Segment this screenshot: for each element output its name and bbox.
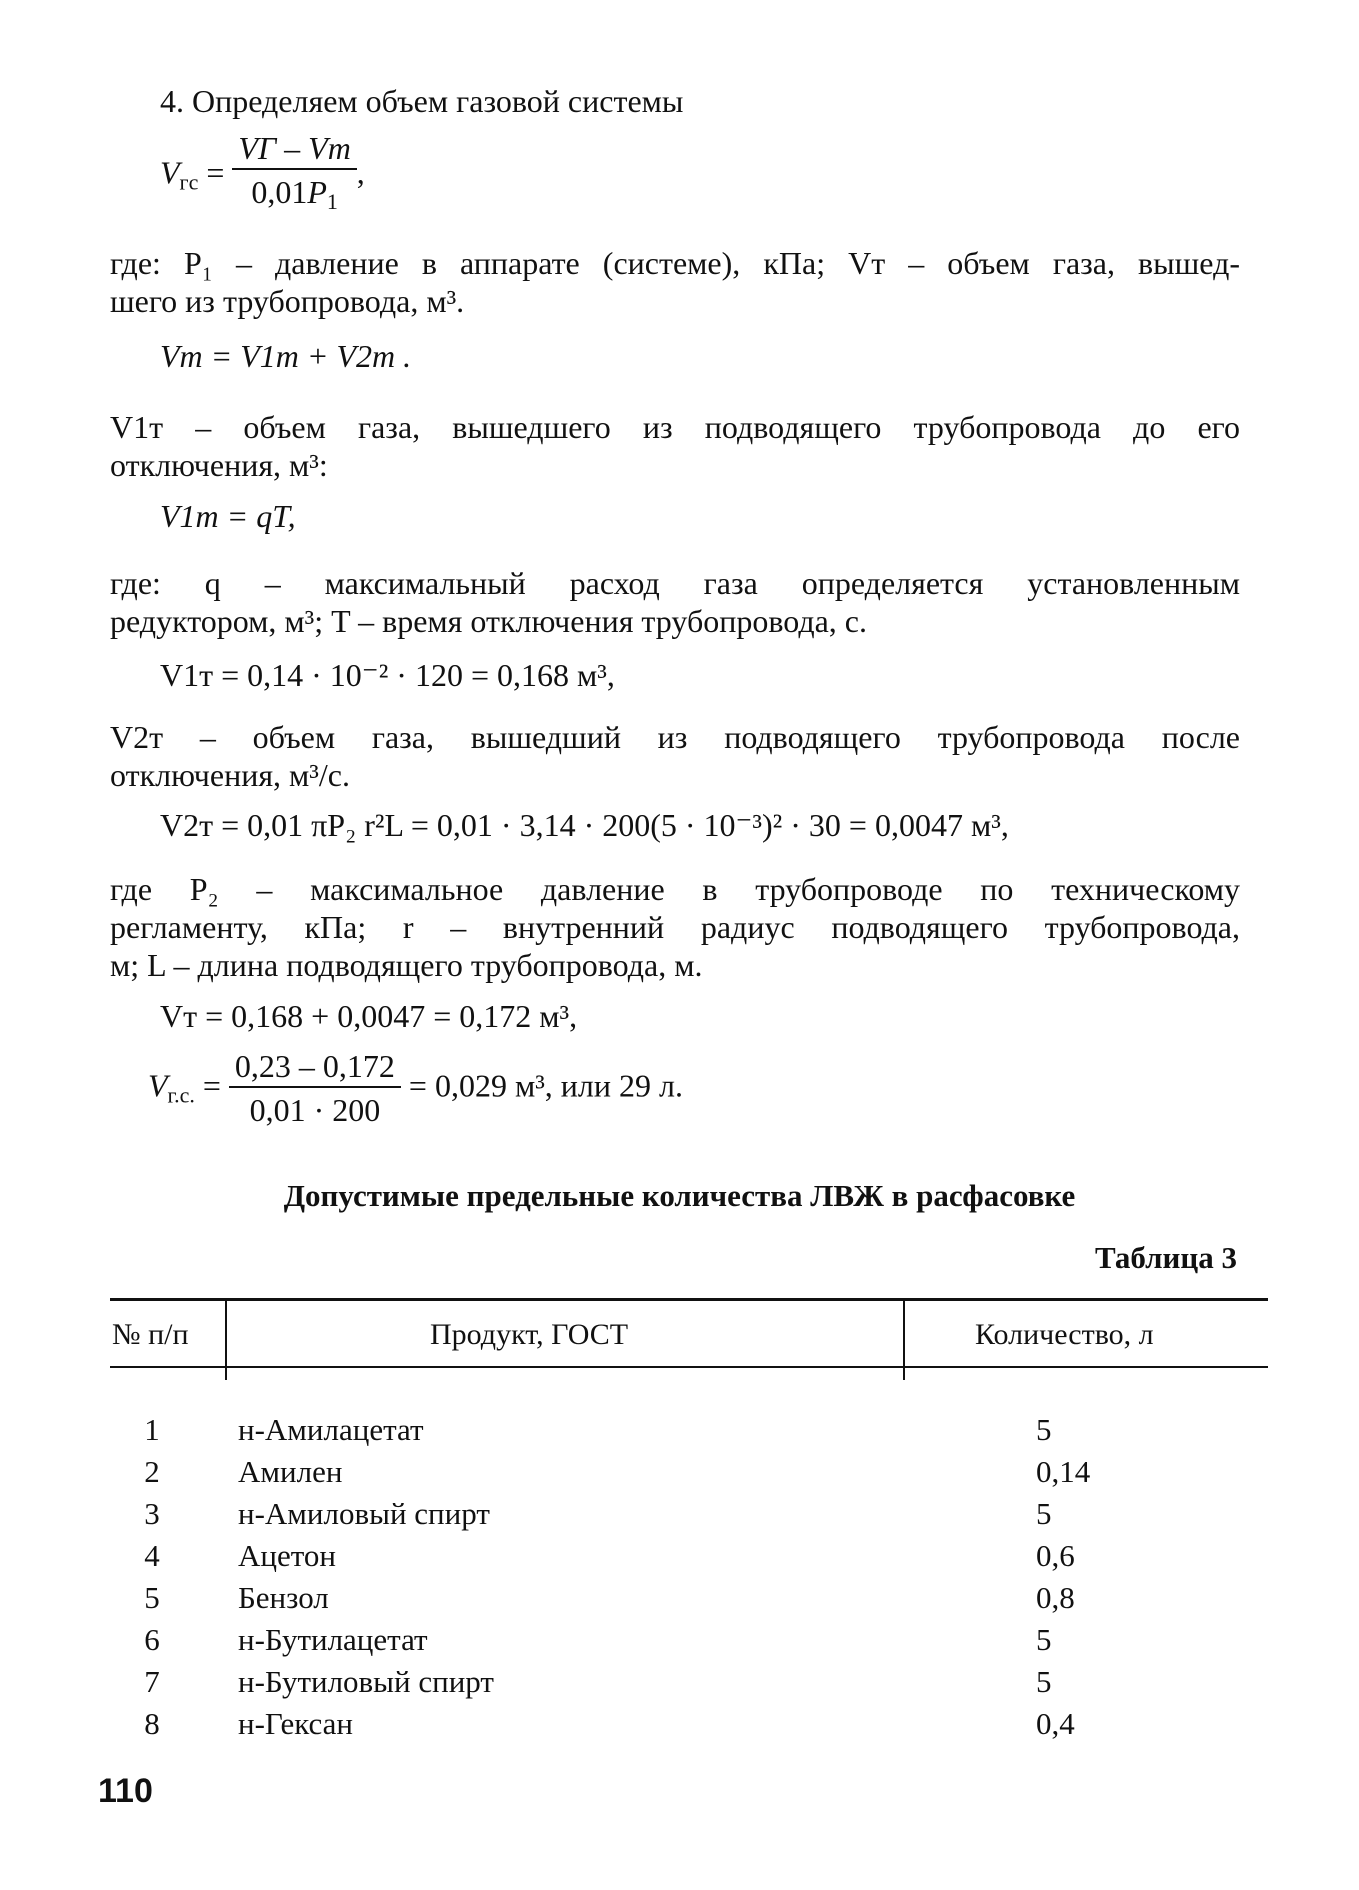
paragraph-q-definition bbox=[110, 564, 1240, 640]
table-cell-quantity: 0,6 bbox=[1036, 1538, 1075, 1573]
table-cell-product: н-Бутиловый спирт bbox=[238, 1664, 494, 1699]
formula-v2t-calc: V2т = 0,01 πP₂ r²L = 0,01 · 3,14 · 200(5 · 10⁻³)² · 30 = 0,0047 м³, bbox=[160, 807, 1009, 843]
table-cell-quantity: 5 bbox=[1036, 1496, 1052, 1531]
table-cell-number: 8 bbox=[144, 1706, 160, 1741]
fraction bbox=[232, 128, 356, 224]
fraction-numerator: 0,23 – 0,172 bbox=[229, 1046, 401, 1088]
formula-lhs: V bbox=[160, 154, 180, 191]
formula-gas-system-volume: $V_{гс}$ = $\frac{VГ - Vт}{0,01P_1}$ , bbox=[160, 128, 365, 224]
table-cell-quantity: 5 bbox=[1036, 1664, 1052, 1699]
table-cell-quantity: 0,8 bbox=[1036, 1580, 1075, 1615]
table-cell-product: н-Гексан bbox=[238, 1706, 354, 1741]
formula-result: = 0,029 м³, или 29 л. bbox=[408, 1067, 683, 1104]
paragraph-line: где P₂ – максимальное давление в трубопроводе по техническому bbox=[110, 871, 1240, 907]
paragraph-v1t-definition bbox=[110, 408, 1240, 484]
table-cell-number: 5 bbox=[144, 1580, 160, 1615]
table-cell-number: 6 bbox=[144, 1622, 160, 1657]
table-cell-quantity: 0,4 bbox=[1036, 1706, 1075, 1741]
table-column-divider bbox=[225, 1300, 227, 1380]
paragraph-p2-definition bbox=[110, 870, 1240, 984]
table-cell-number: 2 bbox=[144, 1454, 160, 1489]
table-cell-quantity: 5 bbox=[1036, 1622, 1052, 1657]
fraction-denominator: $0,01P_1$ bbox=[251, 174, 338, 214]
paragraph-line: м; L – длина подводящего трубопровода, м. bbox=[110, 947, 703, 983]
table-header-rule bbox=[110, 1366, 1268, 1368]
table-header-quantity: Количество, л bbox=[975, 1318, 1154, 1351]
paragraph-line: отключения, м³/с. bbox=[110, 757, 350, 793]
formula-lhs-sub: гс bbox=[179, 169, 199, 195]
table-cell-number: 1 bbox=[144, 1412, 160, 1447]
table-column-divider bbox=[903, 1300, 905, 1380]
paragraph-line: регламенту, кПа; r – внутренний радиус подводящего трубопровода, bbox=[110, 909, 1240, 945]
paragraph-line: шего из трубопровода, м³. bbox=[110, 283, 465, 319]
table-cell-number: 4 bbox=[144, 1538, 160, 1573]
paragraph-line: отключения, м³: bbox=[110, 447, 328, 483]
formula-v1t-calc: V1т = 0,14 · 10⁻² · 120 = 0,168 м³, bbox=[160, 657, 615, 693]
formula-v1t: V1т = qT, bbox=[160, 498, 296, 534]
paragraph-v2t-definition bbox=[110, 718, 1240, 794]
table-cell-product: н-Амиловый спирт bbox=[238, 1496, 490, 1531]
table-cell-quantity: 5 bbox=[1036, 1412, 1052, 1447]
table-header-product: Продукт, ГОСТ bbox=[430, 1318, 629, 1351]
fraction bbox=[229, 1046, 401, 1132]
paragraph-line: V2т – объем газа, вышедший из подводящего трубопровода после bbox=[110, 719, 1240, 755]
formula-vt-sum: Vт = V1т + V2т . bbox=[160, 338, 412, 374]
table-header-number: № п/п bbox=[112, 1318, 189, 1351]
table-cell-product: Бензол bbox=[238, 1580, 329, 1615]
table-cell-number: 3 bbox=[144, 1496, 160, 1531]
table-title: Допустимые предельные количества ЛВЖ в расфасовке bbox=[283, 1178, 1076, 1213]
fraction-numerator: VГ – Vт bbox=[232, 128, 356, 170]
table-cell-product: Амилен bbox=[238, 1454, 343, 1489]
paragraph-line: редуктором, м³; T – время отключения трубопровода, с. bbox=[110, 603, 867, 639]
paragraph-line: где: P₁ – давление в аппарате (системе), кПа; Vт – объем газа, вышед- bbox=[110, 245, 1240, 281]
table-cell-product: н-Бутилацетат bbox=[238, 1622, 428, 1657]
table-label: Таблица 3 bbox=[1095, 1240, 1237, 1275]
paragraph-pressure-definition bbox=[110, 244, 1240, 320]
table-cell-number: 7 bbox=[144, 1664, 160, 1699]
section-heading: 4. Определяем объем газовой системы bbox=[160, 83, 684, 119]
paragraph-line: где: q – максимальный расход газа определяется установленным bbox=[110, 565, 1240, 601]
fraction-denominator: 0,01 · 200 bbox=[249, 1092, 381, 1128]
table-cell-quantity: 0,14 bbox=[1036, 1454, 1091, 1489]
page-number: 110 bbox=[98, 1772, 153, 1810]
table-cell-product: Ацетон bbox=[238, 1538, 336, 1573]
formula-vgs-result: $V_{г.с.}$ = $\frac{0,23 - 0,172}{0,01 \cdot 200}$ = 0,029 м³, или 29 л. bbox=[148, 1046, 683, 1132]
formula-vt-total: Vт = 0,168 + 0,0047 = 0,172 м³, bbox=[160, 998, 578, 1034]
table-cell-product: н-Амилацетат bbox=[238, 1412, 424, 1447]
table-top-rule bbox=[110, 1298, 1268, 1301]
paragraph-line: V1т – объем газа, вышедшего из подводящего трубопровода до его bbox=[110, 409, 1240, 445]
